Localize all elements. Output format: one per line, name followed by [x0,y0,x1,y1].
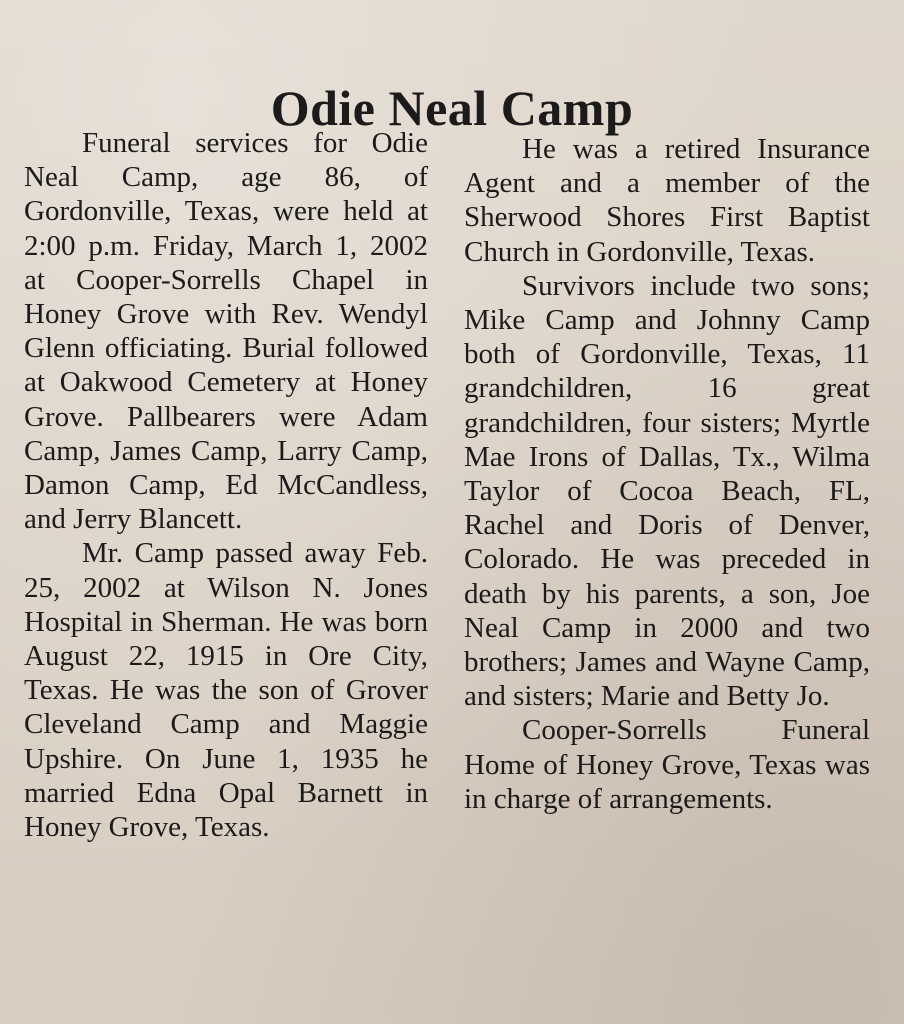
biography-paragraph: Mr. Camp passed away Feb. 25, 2002 at Wilson N. Jones Hospital in Sherman. He was born August 22, 1915 in Ore City, Texas. He was the son of Grover Cleveland Camp and Maggie Upshire. On June 1, 1935 he married Edna Opal Barnett in Honey Grove, Texas. [24,537,428,844]
left-column [24,126,428,844]
obituary-title: Odie Neal Camp [270,79,634,136]
survivors-paragraph: Survivors include two sons; Mike Camp and Johnny Camp both of Gordonville, Texas, 11 grandchildren, 16 great grandchildren, four sisters; Myrtle Mae Irons of Dallas, Tx., Wilma Taylor of Cocoa Beach, FL, Rachel and Doris of Denver, Colorado. He was preceded in death by his parents, a son, Joe Neal Camp in 2000 and two brothers; James and Wayne Camp, and sisters; Marie and Betty Jo. [464,269,870,713]
arrangements-paragraph: Cooper-Sorrells Funeral Home of Honey Grove, Texas was in charge of arrangements. [464,714,870,815]
career-paragraph: He was a retired Insurance Agent and a member of the Sherwood Shores First Baptist Church in Gordonville, Texas. [464,133,870,268]
services-paragraph: Funeral services for Odie Neal Camp, age 86, of Gordonville, Texas, were held at 2:00 p.m. Friday, March 1, 2002 at Cooper-Sorrells Chapel in Honey Grove with Rev. Wendyl Glenn officiating. Burial followed at Oakwood Cemetery at Honey Grove. Pallbearers were Adam Camp, James Camp, Larry Camp, Damon Camp, Ed McCandless, and Jerry Blancett. [24,127,428,536]
right-column [464,132,870,816]
